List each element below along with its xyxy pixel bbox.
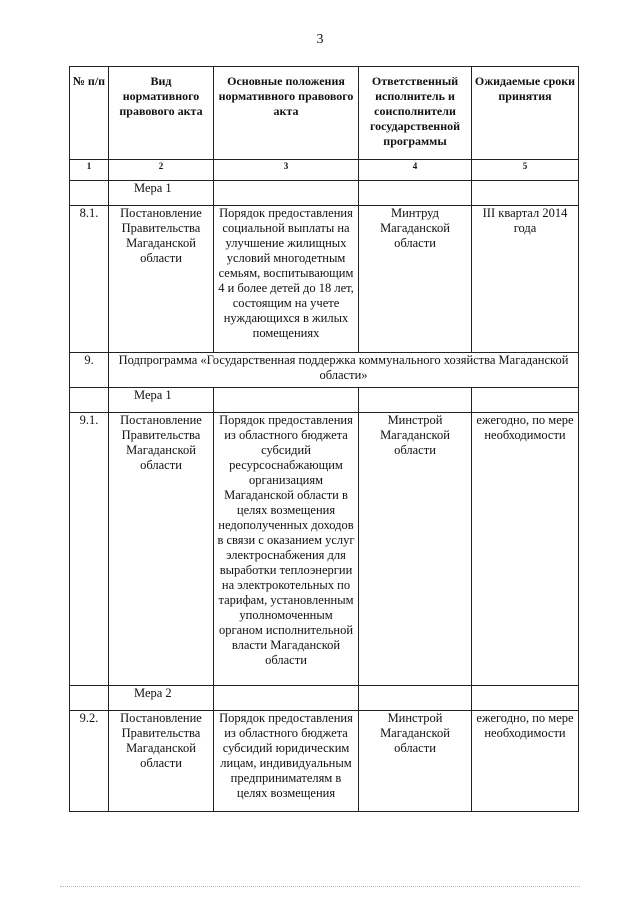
act-type: Постановление Правительства Магаданской области (109, 413, 214, 686)
row-number: 9.1. (70, 413, 109, 686)
measure-row (70, 388, 579, 413)
deadline: ежегодно, по мере необходимости (472, 413, 579, 686)
measure-label: Мера 1 (109, 181, 214, 206)
column-number: 1 (70, 160, 109, 181)
act-content: Порядок предоставления из областного бюджета субсидий ресурсоснабжающим организациям Магаданской области в целях возмещения недополученных доходов в связи с оказанием услуг электроснабжения для выработки теплоэнергии на электрокотельных по тарифам, установленным уполномоченным органом исполнительной власти Магаданской области (214, 413, 359, 686)
subprogram-row (70, 353, 579, 388)
row-number: 9. (70, 353, 109, 388)
table-row (70, 206, 579, 353)
row-number: 8.1. (70, 206, 109, 353)
executor: Минстрой Магаданской области (359, 711, 472, 812)
deadline: ежегодно, по мере необходимости (472, 711, 579, 812)
column-number-row (70, 160, 579, 181)
table-row (70, 711, 579, 812)
header-deadline: Ожидаемые сроки принятия (472, 67, 579, 160)
act-content: Порядок предоставления социальной выплаты на улучшение жилищных условий многодетным семьям, воспитывающим 4 и более детей до 18 лет, состоящим на учете нуждающихся в жилых помещениях (214, 206, 359, 353)
table-row (70, 413, 579, 686)
scan-divider (60, 886, 580, 887)
act-content: Порядок предоставления из областного бюджета субсидий юридическим лицам, индивидуальным предпринимателям в целях возмещения (214, 711, 359, 812)
measure-label: Мера 2 (109, 686, 214, 711)
column-number: 2 (109, 160, 214, 181)
column-number: 3 (214, 160, 359, 181)
act-type: Постановление Правительства Магаданской области (109, 206, 214, 353)
header-act-type: Вид нормативного правового акта (109, 67, 214, 160)
measure-row (70, 181, 579, 206)
measure-label: Мера 1 (109, 388, 214, 413)
executor: Минстрой Магаданской области (359, 413, 472, 686)
header-executor: Ответственный исполнитель и соисполнители государственной программы (359, 67, 472, 160)
measure-row (70, 686, 579, 711)
column-number: 5 (472, 160, 579, 181)
subprogram-title: Подпрограмма «Государственная поддержка коммунального хозяйства Магаданской области» (109, 353, 579, 388)
act-type: Постановление Правительства Магаданской области (109, 711, 214, 812)
legal-acts-table (69, 66, 579, 812)
header-number: № п/п (70, 67, 109, 160)
executor: Минтруд Магаданской области (359, 206, 472, 353)
column-number: 4 (359, 160, 472, 181)
page-number: 3 (316, 32, 324, 47)
table-header-row (70, 67, 579, 160)
row-number: 9.2. (70, 711, 109, 812)
header-act-content: Основные положения нормативного правового акта (214, 67, 359, 160)
deadline: III квартал 2014 года (472, 206, 579, 353)
